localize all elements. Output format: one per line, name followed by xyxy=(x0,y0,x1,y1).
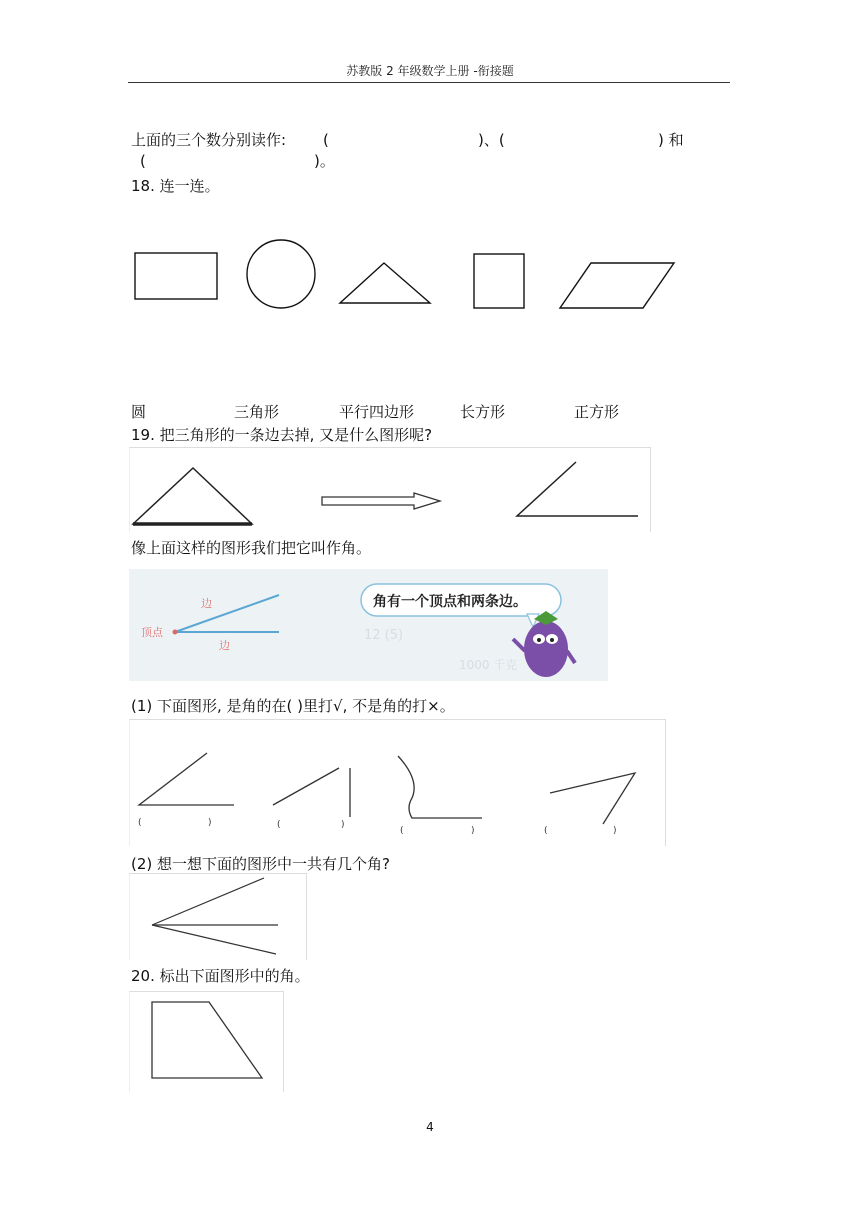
right-arrow-icon xyxy=(322,493,440,509)
q18-title: 18. 连一连。 xyxy=(131,177,220,195)
bracket-2-open: ( xyxy=(277,820,281,830)
label-square: 正方形 xyxy=(574,403,620,421)
triangle-icon xyxy=(133,468,252,524)
q18-shapes xyxy=(128,235,688,315)
bracket-4-close: ) xyxy=(613,826,617,836)
q19-sub1: (1) 下面图形, 是角的在( )里打√, 不是角的打×。 xyxy=(131,697,455,715)
square-shape xyxy=(474,254,524,308)
label-parallelogram: 平行四边形 xyxy=(339,403,415,421)
q19-sub2: (2) 想一想下面的图形中一共有几个角? xyxy=(131,855,390,873)
label-rectangle: 长方形 xyxy=(460,403,506,421)
bracket-2-close: ) xyxy=(341,820,345,830)
bracket-4-open: ( xyxy=(544,826,548,836)
side-label-upper: 边 xyxy=(201,597,212,610)
vertex-label: 顶点 xyxy=(141,626,163,639)
bracket-3-close: ) xyxy=(471,826,475,836)
svg-text:1000 千克: 1000 千克 xyxy=(459,658,518,672)
blank-2-close: ) 和 xyxy=(658,131,684,149)
side-label-lower: 边 xyxy=(219,639,230,652)
rectangle-shape xyxy=(135,253,217,299)
count-angles-figure xyxy=(129,873,307,960)
q19-title: 19. 把三角形的一条边去掉, 又是什么图形呢? xyxy=(131,426,433,444)
label-circle: 圆 xyxy=(131,403,147,421)
speech-bubble-text: 角有一个顶点和两条边。 xyxy=(373,594,527,610)
vertex-dot xyxy=(173,630,178,635)
figure-angle-1 xyxy=(139,753,234,805)
blank-1-open: ( xyxy=(323,131,329,149)
bracket-1-open: ( xyxy=(138,818,142,828)
parallelogram-shape xyxy=(560,263,674,308)
blank-3-close: )。 xyxy=(314,152,335,170)
trapezoid-shape xyxy=(152,1002,262,1078)
blank-1-close: )、( xyxy=(478,131,505,149)
svg-text:12 (5): 12 (5) xyxy=(364,628,404,643)
label-triangle: 三角形 xyxy=(234,403,280,421)
angle-icon xyxy=(517,462,638,516)
triangle-to-angle-figure xyxy=(129,447,651,532)
header-rule xyxy=(128,82,730,83)
triangle-shape xyxy=(340,263,430,303)
page-header: 苏教版 2 年级数学上册 -衔接题 xyxy=(346,64,514,78)
circle-shape xyxy=(247,240,315,308)
bracket-3-open: ( xyxy=(400,826,404,836)
q20-title: 20. 标出下面图形中的角。 xyxy=(131,967,310,985)
trapezoid-figure xyxy=(129,991,284,1092)
page-number: 4 xyxy=(426,1120,434,1134)
bracket-1-close: ) xyxy=(208,818,212,828)
blank-3-open: ( xyxy=(140,152,146,170)
angle-illustration xyxy=(129,569,608,681)
angle-judge-figure xyxy=(129,719,666,846)
figure-angle-2-a xyxy=(273,768,339,805)
figure-angle-4 xyxy=(550,773,635,824)
figure-curve xyxy=(398,756,482,818)
read-line-text: 上面的三个数分别读作: xyxy=(131,131,287,149)
q19-caption: 像上面这样的图形我们把它叫作角。 xyxy=(131,539,372,557)
